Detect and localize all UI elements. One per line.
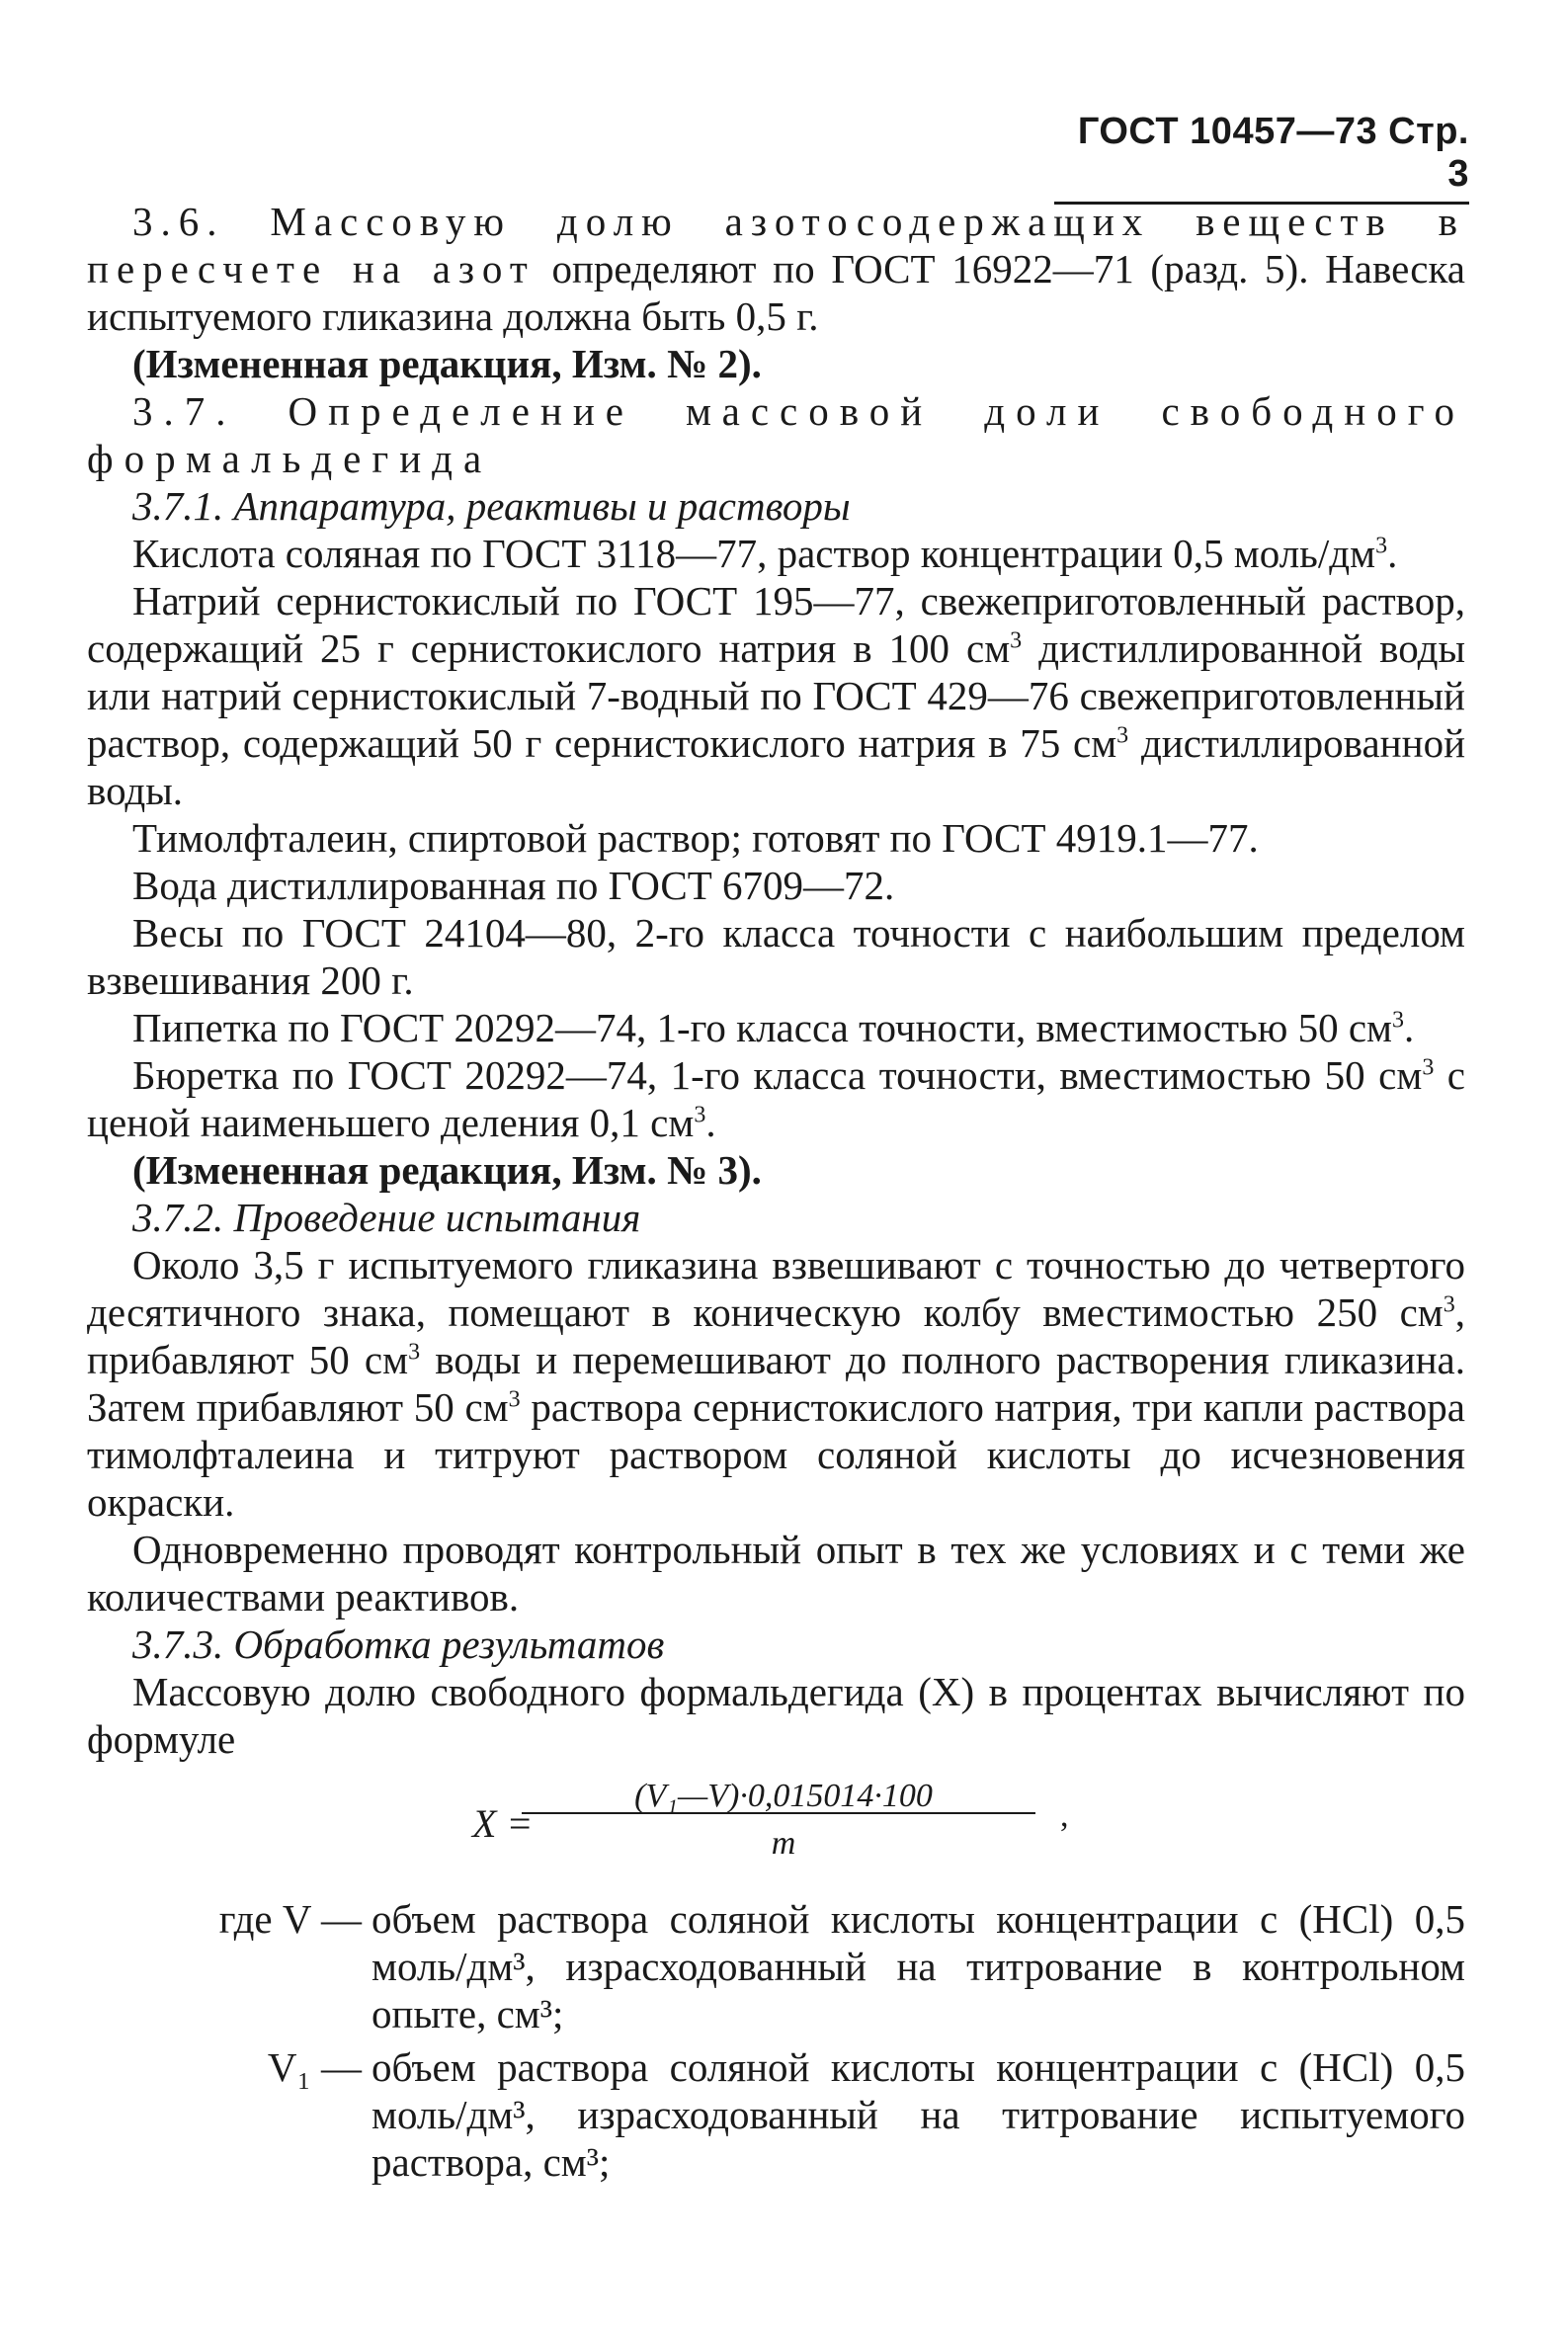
- procedure-paragraph: Около 3,5 г испытуемого гликазина взвешивают с точностью до четвертого десятичного знака, помещают в коническую колбу вместимостью 250 $см^3$, прибавляют 50 $см^3$ воды и перемешивают до полного растворения гликазина. Затем прибавляют 50 $см^3$ раствора сернистокислого натрия, три капли раствора тимолфталеина и титруют раствором соляной кислоты до исчезновения окраски.: [87, 1242, 1465, 1525]
- paragraph-3-6: [87, 198, 1465, 340]
- definition-v: [87, 1895, 1465, 2037]
- section-3-7-2-title: 3.7.2. Проведение испытания: [132, 1195, 641, 1240]
- definition-text: объем раствора соляной кислоты концентрации c (HCl) 0,5 моль/дм³, израсходованный на титрование испытуемого раствора, см³;: [371, 2044, 1465, 2185]
- equipment-scales: Весы по ГОСТ 24104—80, 2-го класса точности с наибольшим пределом взвешивания 200 г.: [87, 910, 1465, 1003]
- reagent-hcl: Кислота соляная по ГОСТ 3118—77, раствор концентрации 0,5 моль/$дм^3$.: [132, 531, 1398, 576]
- formula-numerator: (V₁—V)·0,015014·100: [634, 1778, 933, 1814]
- formula-comma: ,: [1060, 1797, 1069, 1834]
- spaced-text: 3.6. Массовую долю азотосодержащих веществ в пересчете на азот: [87, 199, 1465, 291]
- formula-lhs: X =: [472, 1801, 534, 1846]
- definition-lead: V₁ —: [267, 2044, 362, 2090]
- section-3-7-3-title: 3.7.3. Обработка результатов: [132, 1621, 665, 1667]
- definition-lead: где V —: [218, 1896, 362, 1942]
- reagent-water: Вода дистиллированная по ГОСТ 6709—72.: [132, 863, 895, 908]
- amendment-note-3: (Измененная редакция, Изм. № 3).: [132, 1147, 762, 1193]
- reagent-sulfite: Натрий сернистокислый по ГОСТ 195—77, свежеприготовленный раствор, содержащий 25 г сернистокислого натрия в 100 $см^3$ дистиллированной воды или натрий сернистокислый 7-водный по ГОСТ 429—76 свежеприготовленный раствор, содержащий 50 г сернистокислого натрия в 75 $см^3$ дистиллированной воды.: [87, 578, 1466, 813]
- definition-text: объем раствора соляной кислоты концентрации c (HCl) 0,5 моль/дм³, израсходованный на титрование в контрольном опыте, см³;: [371, 1896, 1465, 2036]
- reagent-thymol: Тимолфталеин, спиртовой раствор; готовят по ГОСТ 4919.1—77.: [132, 815, 1259, 861]
- page-header: ГОСТ 10457—73 Стр. 3: [1054, 111, 1469, 205]
- amendment-note-2: (Измененная редакция, Изм. № 2).: [132, 341, 762, 386]
- fraction-bar: [522, 1812, 1035, 1814]
- control-paragraph: Одновременно проводят контрольный опыт в тех же условиях и с теми же количествами реактивов.: [87, 1527, 1465, 1620]
- formula-denominator: m: [771, 1825, 796, 1862]
- paragraph-text: определяют по ГОСТ 16922—71 (разд. 5). Навеска испытуемого гликазина должна быть 0,5 г.: [87, 246, 1466, 339]
- definition-v1: [87, 2043, 1465, 2186]
- equipment-burette: Бюретка по ГОСТ 20292—74, 1-го класса точности, вместимостью 50 $см^3$ с ценой наименьшего деления 0,1 $см^3$.: [87, 1052, 1465, 1145]
- formula: [87, 1773, 1465, 1889]
- calculation-paragraph: Массовую долю свободного формальдегида (X) в процентах вычисляют по формуле: [87, 1669, 1465, 1762]
- section-3-7-title: 3.7. Определение массовой доли свободного формальдегида: [87, 388, 1465, 481]
- equipment-pipette: Пипетка по ГОСТ 20292—74, 1-го класса точности, вместимостью 50 $см^3$.: [132, 1005, 1415, 1050]
- section-3-7-1-title: 3.7.1. Аппаратура, реактивы и растворы: [132, 483, 851, 529]
- document-body: [87, 198, 1465, 2186]
